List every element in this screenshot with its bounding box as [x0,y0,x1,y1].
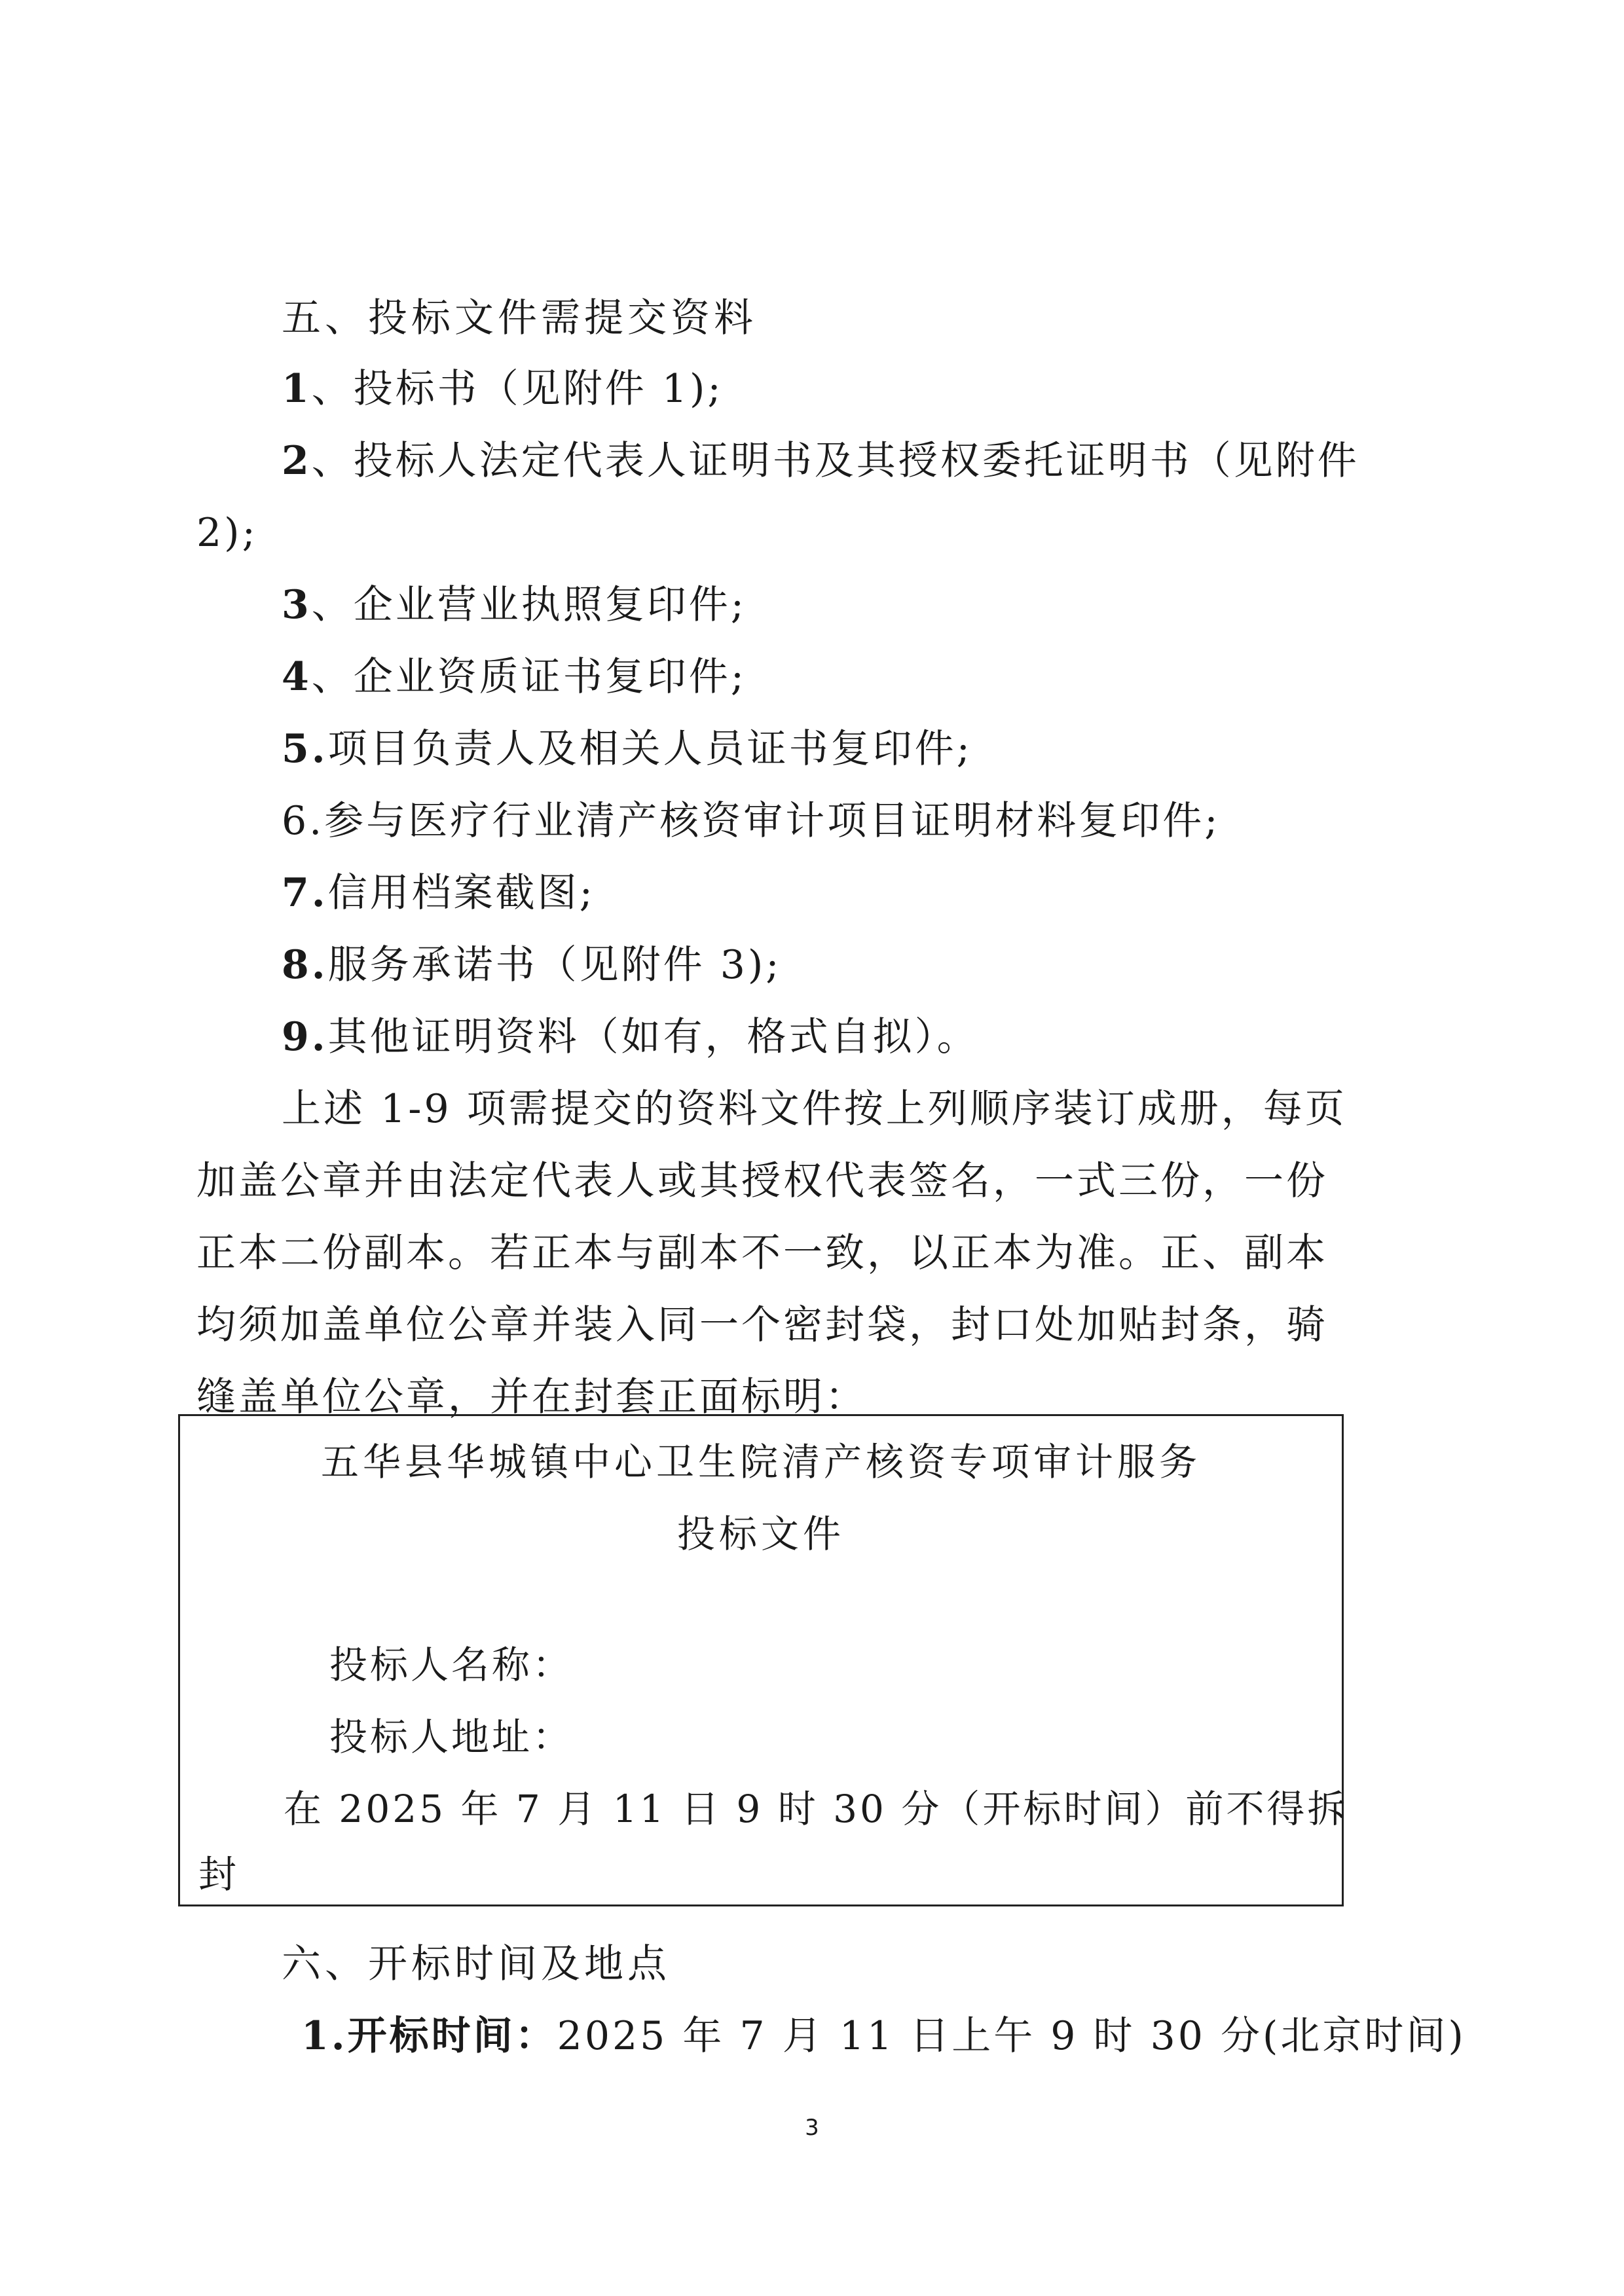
list-item-6 [282,795,1220,847]
item-number: 7. [282,870,328,916]
item-number: 9. [282,1014,328,1060]
item-text: 项目负责人及相关人员证书复印件; [327,726,972,772]
list-item-1 [282,363,724,415]
envelope-notice-line-2: 封 [198,1852,240,1897]
item-number: 5. [282,726,328,772]
bidder-address-label: 投标人地址： [329,1715,574,1759]
paragraph-line-3: 正本二份副本。若正本与副本不一致，以正本为准。正、副本 [196,1230,1328,1276]
envelope-notice-line-1: 在 2025 年 7 月 11 日 9 时 30 分（开标时间）前不得拆 [284,1787,1348,1831]
item-number: 2 [282,438,312,484]
opening-time-label: 开标时间： [347,2013,557,2059]
section-6-heading: 六、开标时间及地点 [282,1941,671,1987]
item-text: 、投标书（见附件 1); [311,366,724,412]
paragraph-line-5: 缝盖单位公章，并在封套正面标明： [196,1374,867,1420]
opening-time-line [301,2010,1466,2062]
paragraph-line-2: 加盖公章并由法定代表人或其授权代表签名，一式三份，一份 [196,1158,1328,1204]
paragraph-line-1: 上述 1-9 项需提交的资料文件按上列顺序装订成册，每页 [282,1086,1347,1132]
item-number: 4 [282,654,312,700]
item-number: 8. [282,942,328,988]
paragraph-line-4: 均须加盖单位公章并装入同一个密封袋，封口处加贴封条，骑 [196,1302,1328,1348]
item-number: 1 [282,366,312,412]
list-item-3 [282,579,747,631]
page-number: 3 [805,2115,819,2141]
item-text: 参与医疗行业清产核资审计项目证明材料复印件; [324,798,1221,844]
item-number: 3 [282,582,312,628]
section-5-heading: 五、投标文件需提交资料 [282,295,757,341]
envelope-subtitle: 投标文件 [676,1512,845,1556]
item-number: 6. [282,798,325,844]
list-item-9 [282,1011,979,1063]
list-item-5 [282,723,972,775]
list-item-7 [282,867,595,919]
item-text: 、企业资质证书复印件; [311,654,747,700]
envelope-title: 五华县华城镇中心卫生院清产核资专项审计服务 [320,1440,1201,1484]
list-item-8 [282,939,782,991]
list-item-2 [282,435,1359,487]
item-text: 2); [196,510,258,556]
envelope-label-box [178,1414,1348,1906]
item-text: 、企业营业执照复印件; [311,582,747,628]
item-text: 其他证明资料（如有，格式自拟）。 [327,1014,979,1060]
list-item-2-continuation [196,507,258,559]
item-number: 1. [301,2013,348,2059]
opening-time-value: 2025 年 7 月 11 日上午 9 时 30 分(北京时间) [557,2013,1466,2059]
item-text: 信用档案截图; [327,870,595,916]
item-text: 、投标人法定代表人证明书及其授权委托证明书（见附件 [311,438,1359,484]
bidder-name-label: 投标人名称： [329,1643,574,1687]
item-text: 服务承诺书（见附件 3); [327,942,782,988]
list-item-4 [282,651,747,703]
